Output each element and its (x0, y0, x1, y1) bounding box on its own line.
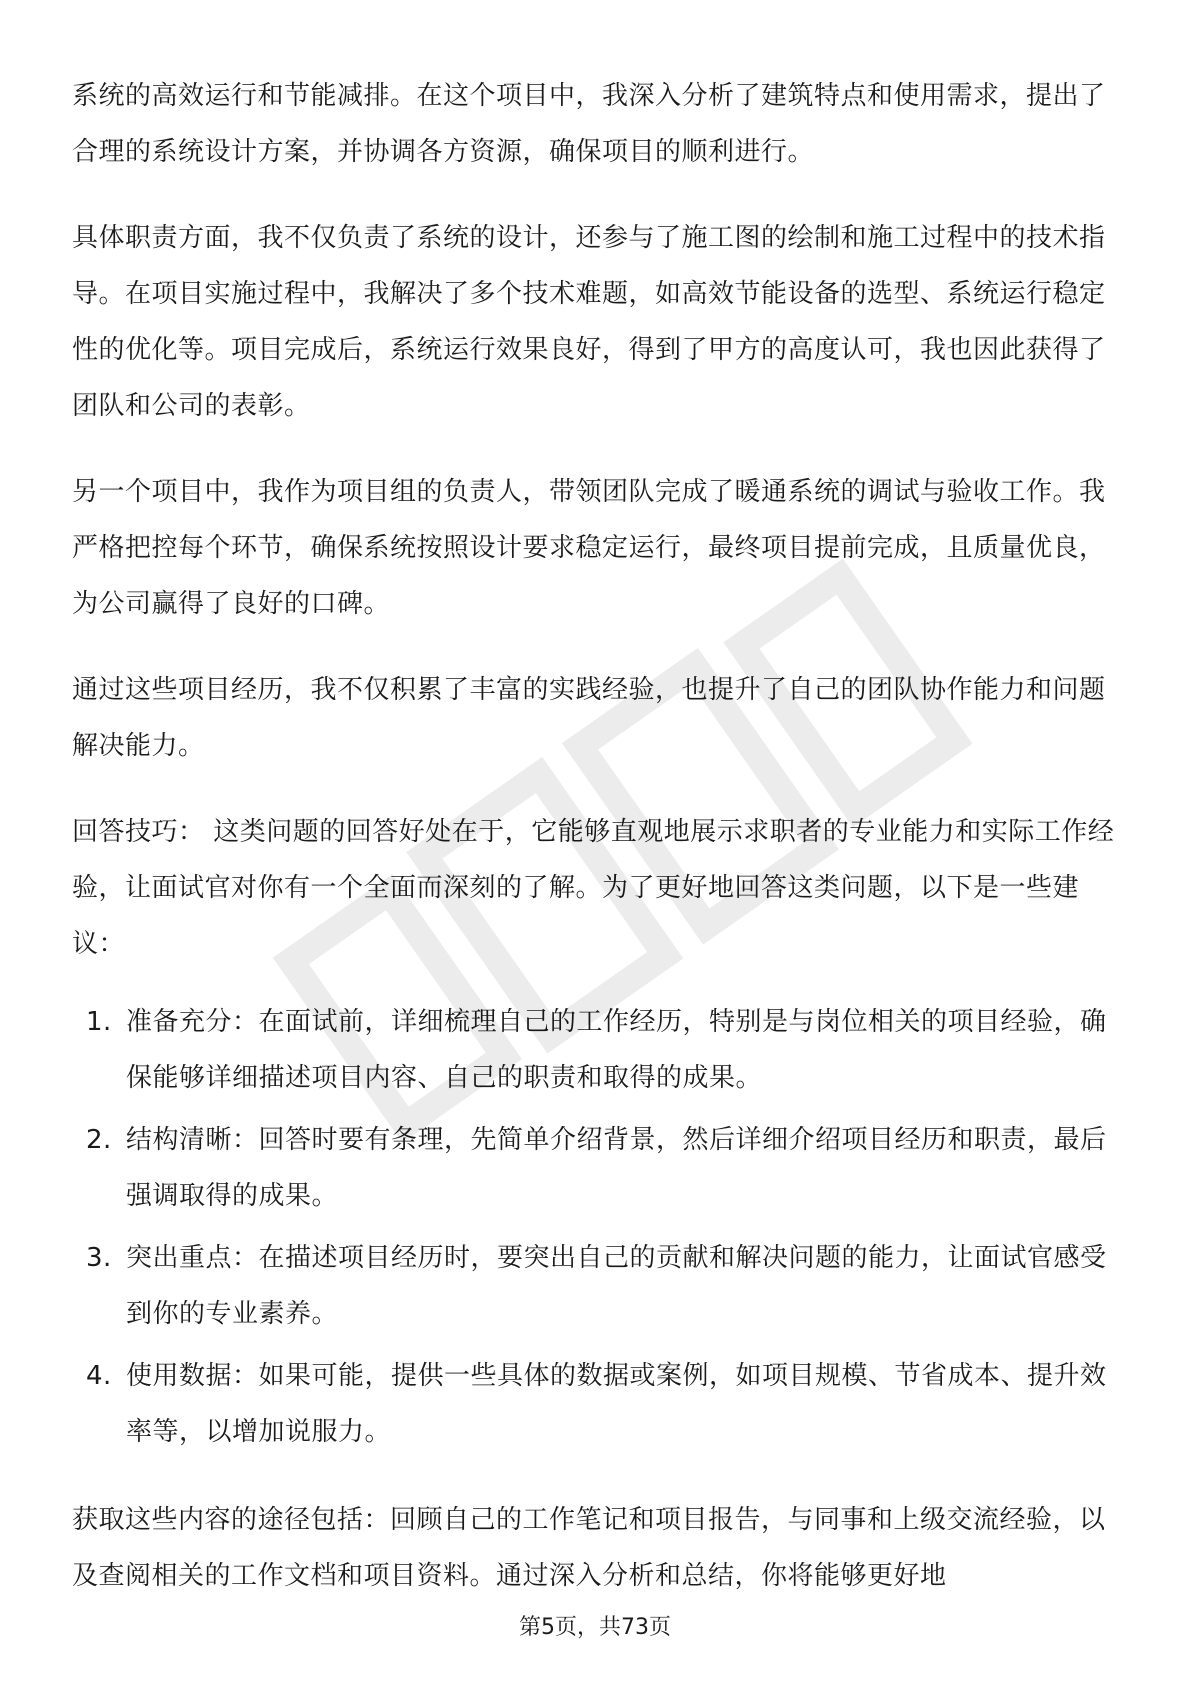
list-item-text: 使用数据：如果可能，提供一些具体的数据或案例，如项目规模、节省成本、提升效率等，以增加说服力。 (126, 1361, 1107, 1447)
paragraph: 系统的高效运行和节能减排。在这个项目中，我深入分析了建筑特点和使用需求，提出了合理的系统设计方案，并协调各方资源，确保项目的顺利进行。 (72, 81, 1106, 167)
paragraph: 另一个项目中，我作为项目组的负责人，带领团队完成了暖通系统的调试与验收工作。我严格把控每个环节，确保系统按照设计要求稳定运行，最终项目提前完成，且质量优良，为公司赢得了良好的口碑。 (72, 477, 1106, 619)
list-item (72, 1348, 1122, 1460)
list-item-text: 准备充分：在面试前，详细梳理自己的工作经历，特别是与岗位相关的项目经验，确保能够详细描述项目内容、自己的职责和取得的成果。 (126, 1007, 1107, 1093)
page-number: 第5页，共73页 (519, 1615, 671, 1640)
list-item-text: 结构清晰：回答时要有条理，先简单介绍背景，然后详细介绍项目经历和职责，最后强调取得的成果。 (126, 1125, 1107, 1211)
paragraph: 通过这些项目经历，我不仅积累了丰富的实践经验，也提升了自己的团队协作能力和问题解决能力。 (72, 675, 1106, 761)
list-number: 3. (86, 1243, 112, 1273)
tips-list (72, 994, 1122, 1460)
list-item (72, 1112, 1122, 1224)
answer-tips-paragraph: 回答技巧： 这类问题的回答好处在于，它能够直观地展示求职者的专业能力和实际工作经验，让面试官对你有一个全面而深刻的了解。为了更好地回答这类问题，以下是一些建议： (72, 817, 1115, 959)
document-body (72, 68, 1122, 1634)
list-item-text: 突出重点：在描述项目经历时，要突出自己的贡献和解决问题的能力，让面试官感受到你的专业素养。 (126, 1243, 1107, 1329)
list-item (72, 994, 1122, 1106)
paragraph: 具体职责方面，我不仅负责了系统的设计，还参与了施工图的绘制和施工过程中的技术指导。在项目实施过程中，我解决了多个技术难题，如高效节能设备的选型、系统运行稳定性的优化等。项目完成后，系统运行效果良好，得到了甲方的高度认可，我也因此获得了团队和公司的表彰。 (72, 223, 1106, 421)
list-number: 4. (86, 1361, 112, 1391)
list-number: 2. (86, 1125, 112, 1155)
list-item (72, 1230, 1122, 1342)
paragraph: 获取这些内容的途径包括：回顾自己的工作笔记和项目报告，与同事和上级交流经验，以及查阅相关的工作文档和项目资料。通过深入分析和总结，你将能够更好地 (72, 1505, 1106, 1591)
list-number: 1. (86, 1007, 112, 1037)
